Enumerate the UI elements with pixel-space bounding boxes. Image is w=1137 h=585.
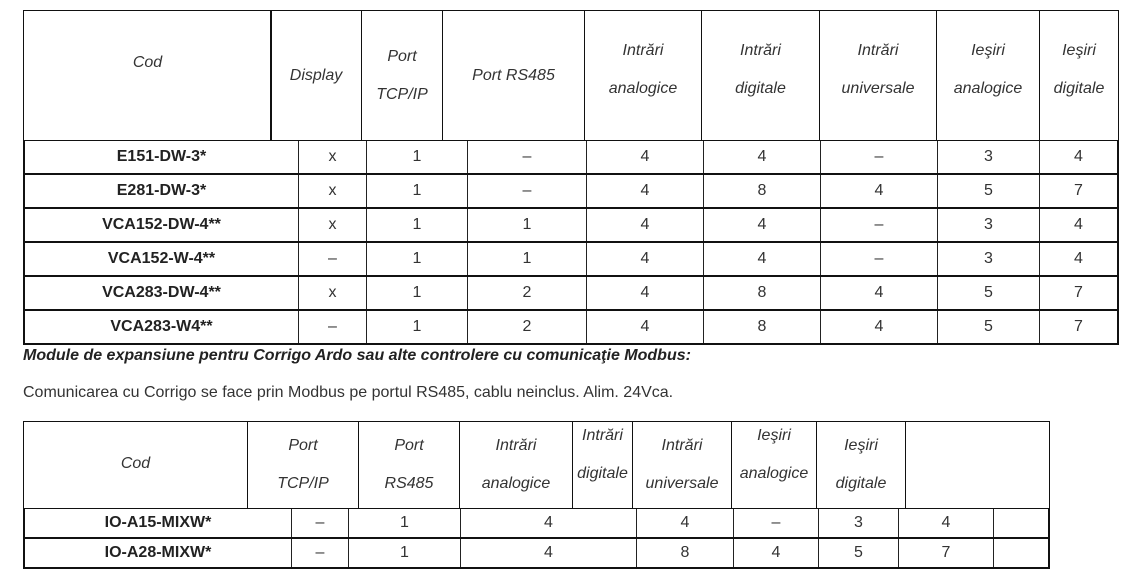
column-header: [819, 10, 937, 141]
table-cell: 7: [1039, 175, 1119, 207]
column-header-label: analogice: [739, 465, 809, 482]
table-cell: x: [298, 175, 366, 207]
table-cell: –: [467, 141, 586, 173]
table-cell: 3: [937, 243, 1039, 275]
column-header-label: universale: [645, 475, 719, 492]
column-header-label: Intrări: [857, 41, 899, 59]
table-cell: 5: [937, 311, 1039, 343]
table-cell: 1: [467, 209, 586, 241]
column-header-label: analogice: [608, 79, 678, 97]
table-cell: [993, 539, 1050, 567]
column-header: [731, 421, 817, 509]
column-header-label: RS485: [384, 475, 434, 492]
table-cell: 4: [586, 311, 703, 343]
table-cell: 7: [1039, 277, 1119, 309]
product-code-cell: VCA152-DW-4**: [23, 209, 298, 241]
column-header-label: Intrări: [622, 41, 664, 59]
table-cell: 4: [733, 539, 818, 567]
column-header-label: digitale: [835, 475, 887, 492]
column-header: [23, 10, 272, 141]
table-row: [23, 243, 1119, 277]
column-header-label: Cod: [120, 455, 151, 472]
table-cell: 1: [366, 141, 467, 173]
column-header: [23, 421, 248, 509]
table-cell: 4: [703, 243, 820, 275]
table-cell: 3: [937, 209, 1039, 241]
product-code-cell: IO-A15-MIXW*: [23, 509, 291, 537]
product-code-cell: IO-A28-MIXW*: [23, 539, 291, 567]
column-header-label: Ieşiri: [844, 437, 878, 454]
table-cell: 8: [703, 175, 820, 207]
table-row: [23, 209, 1119, 243]
column-header: [247, 421, 359, 509]
table-cell: 3: [937, 141, 1039, 173]
column-header: [442, 10, 585, 141]
table-cell: 4: [820, 311, 937, 343]
table-cell: x: [298, 277, 366, 309]
table-cell: –: [298, 311, 366, 343]
table-cell: 1: [366, 209, 467, 241]
table-cell: 4: [1039, 141, 1119, 173]
column-header-label: Ieşiri: [971, 41, 1005, 59]
product-code-cell: VCA283-W4**: [23, 311, 298, 343]
table-cell: 4: [586, 209, 703, 241]
table-cell: 1: [348, 509, 460, 537]
table-cell: 4: [703, 209, 820, 241]
column-header-label: universale: [841, 79, 915, 97]
column-header-label: Ieşiri: [757, 427, 791, 444]
table-cell: –: [467, 175, 586, 207]
table-cell: 1: [366, 311, 467, 343]
table-cell: 8: [703, 311, 820, 343]
table-cell: 4: [460, 509, 636, 537]
column-header: [632, 421, 732, 509]
table-cell: –: [291, 509, 348, 537]
column-header-label: TCP/IP: [376, 85, 428, 103]
column-header-label: Ieşiri: [1062, 41, 1096, 59]
column-header-label: digitale: [1053, 79, 1105, 97]
column-header: [905, 421, 1050, 509]
column-header: [816, 421, 906, 509]
table-cell: 4: [820, 277, 937, 309]
column-header: [584, 10, 702, 141]
column-header: [701, 10, 820, 141]
table-cell: 1: [366, 277, 467, 309]
column-header-label: Intrări: [661, 437, 703, 454]
column-header-label: Intrări: [495, 437, 537, 454]
table-cell: 7: [898, 539, 993, 567]
table-row: [23, 175, 1119, 209]
table-cell: 4: [586, 277, 703, 309]
table-cell: x: [298, 209, 366, 241]
table-cell: 2: [467, 311, 586, 343]
column-header: [270, 10, 362, 141]
table-row: [23, 311, 1119, 345]
column-header-label: analogice: [481, 475, 551, 492]
table-cell: –: [733, 509, 818, 537]
product-code-cell: E151-DW-3*: [23, 141, 298, 173]
table-cell: 5: [818, 539, 898, 567]
column-header-label: digitale: [735, 79, 786, 97]
table-cell: 4: [1039, 209, 1119, 241]
table-row: [23, 539, 1050, 569]
table-cell: 1: [467, 243, 586, 275]
column-header-label: Intrări: [740, 41, 781, 59]
expansion-modules-title: Module de expansiune pentru Corrigo Ardo sau alte controlere cu comunicaţie Modbus:: [23, 347, 691, 364]
column-header-label: digitale: [577, 465, 628, 482]
table-cell: 4: [703, 141, 820, 173]
column-header: [358, 421, 460, 509]
table-cell: 4: [586, 175, 703, 207]
column-header: [572, 421, 633, 509]
table-cell: 1: [348, 539, 460, 567]
column-header-label: Port: [394, 437, 424, 454]
table-cell: 8: [636, 539, 733, 567]
table-cell: x: [298, 141, 366, 173]
table-cell: [993, 509, 1050, 537]
table-cell: 1: [366, 175, 467, 207]
column-header-label: TCP/IP: [277, 475, 329, 492]
table-cell: –: [820, 141, 937, 173]
table-cell: 2: [467, 277, 586, 309]
column-header-label: Port: [387, 47, 417, 65]
table-cell: 4: [586, 141, 703, 173]
table-row: [23, 277, 1119, 311]
column-header: [361, 10, 443, 141]
table-cell: 5: [937, 277, 1039, 309]
product-code-cell: VCA283-DW-4**: [23, 277, 298, 309]
table-cell: 5: [937, 175, 1039, 207]
product-code-cell: E281-DW-3*: [23, 175, 298, 207]
table-row: [23, 509, 1050, 539]
table-cell: –: [820, 243, 937, 275]
table-cell: 1: [366, 243, 467, 275]
column-header-label: Intrări: [582, 427, 623, 444]
table-cell: 4: [898, 509, 993, 537]
table-cell: 4: [586, 243, 703, 275]
column-header: [1039, 10, 1119, 141]
table-cell: 8: [703, 277, 820, 309]
column-header-label: analogice: [953, 79, 1023, 97]
table-cell: 4: [460, 539, 636, 567]
product-code-cell: VCA152-W-4**: [23, 243, 298, 275]
table-cell: 7: [1039, 311, 1119, 343]
table-cell: 3: [818, 509, 898, 537]
column-header: [459, 421, 573, 509]
table-row: [23, 141, 1119, 175]
column-header-label: Port RS485: [472, 66, 555, 84]
column-header-label: Port: [288, 437, 318, 454]
column-header-label: Cod: [132, 53, 163, 71]
table-cell: –: [820, 209, 937, 241]
column-header: [936, 10, 1040, 141]
table-cell: 4: [1039, 243, 1119, 275]
table-cell: –: [291, 539, 348, 567]
table-cell: 4: [820, 175, 937, 207]
table-cell: –: [298, 243, 366, 275]
table-cell: 4: [636, 509, 733, 537]
column-header-label: Display: [289, 66, 343, 84]
expansion-modules-description: Comunicarea cu Corrigo se face prin Modbus pe portul RS485, cablu neinclus. Alim. 24Vca.: [23, 384, 674, 401]
